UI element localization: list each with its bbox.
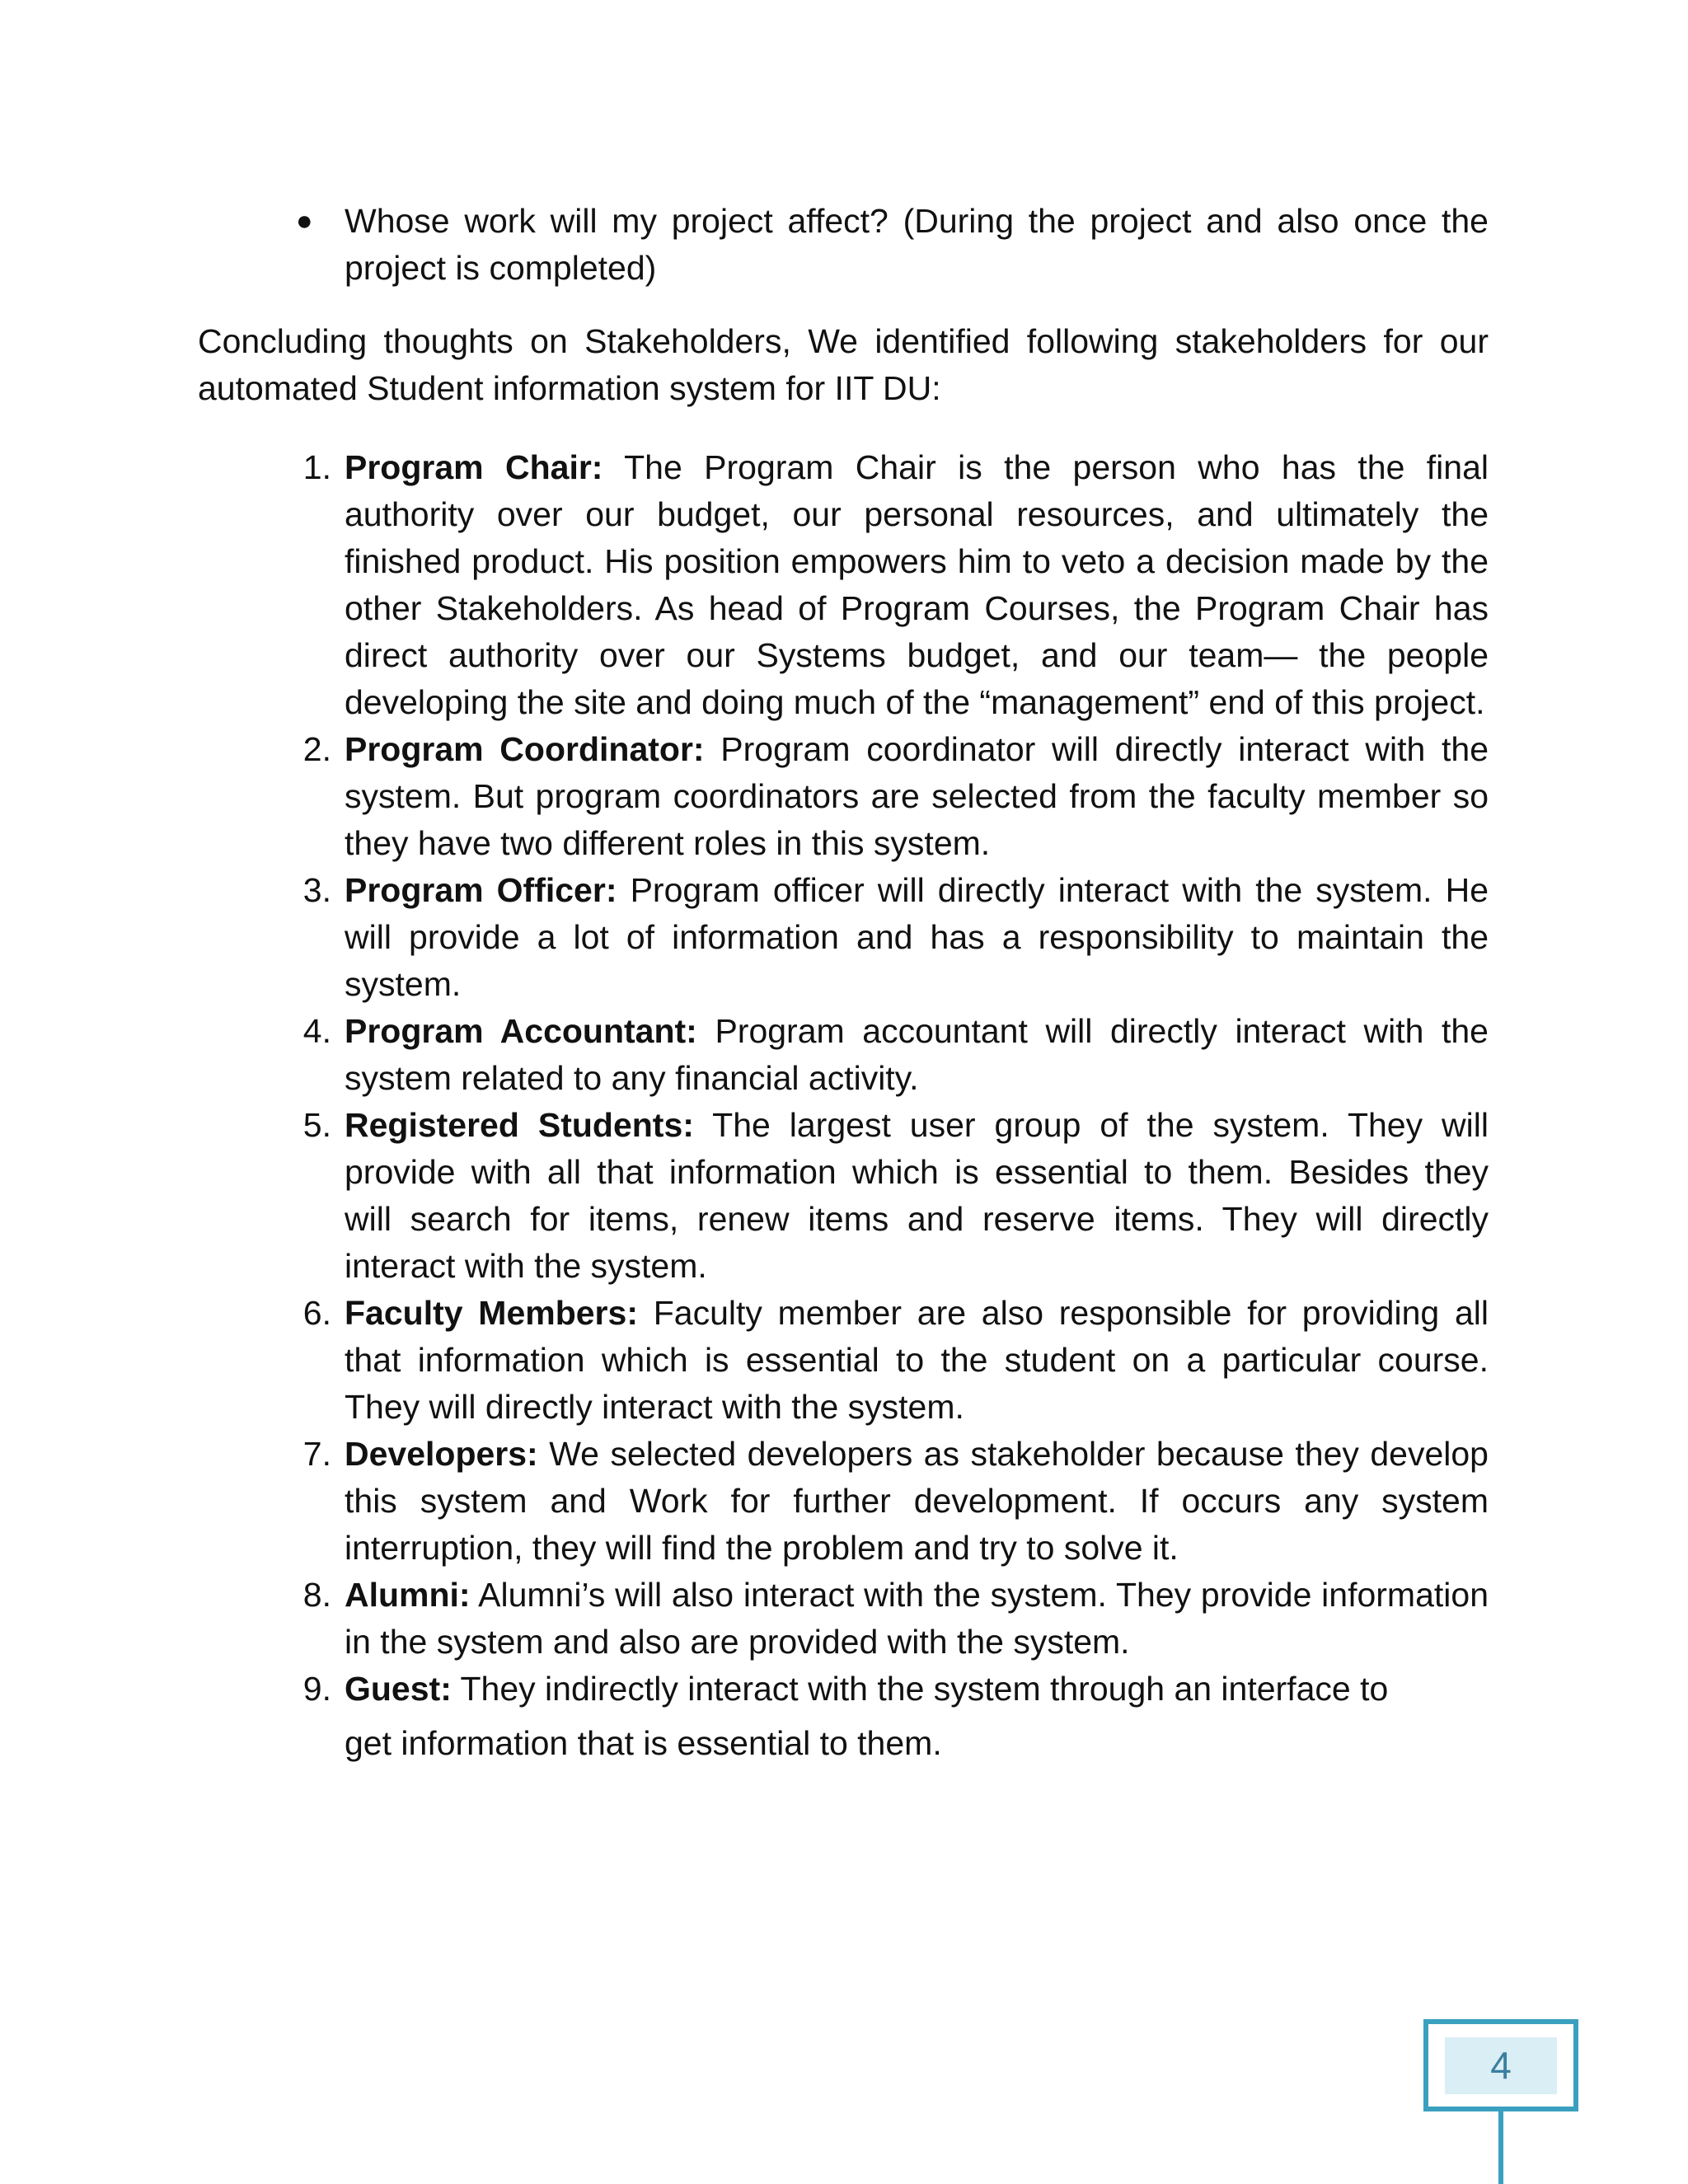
item-text: The largest user group of the system. They will provide with all that information which is essential to them. Besides they will search for items, renew items and reserve items. They will directly interact with the system. <box>345 1106 1526 1285</box>
item-text: They indirectly interact with the system through an interface to <box>460 1670 1389 1708</box>
list-item <box>302 1666 1489 1767</box>
page-content <box>198 198 1526 1767</box>
item-term: Faculty Members: <box>345 1294 638 1332</box>
item-text: Alumni’s will also interact with the system. They provide information in the system and also are provided with the system. <box>345 1576 1489 1661</box>
item-text: Program accountant will directly interact with the system related to any financial activity. <box>345 1012 1489 1097</box>
list-item <box>302 1572 1489 1666</box>
item-number: 7. <box>302 1435 331 1473</box>
stakeholder-list <box>198 444 1526 1767</box>
item-number: 3. <box>302 871 331 909</box>
bullet-dot-icon: ● <box>296 205 313 237</box>
item-term: Developers: <box>345 1435 538 1473</box>
item-text: We selected developers as stakeholder because they develop this system and Work for further development. If occurs any system interruption, they will find the problem and try to solve it. <box>345 1435 1489 1567</box>
item-number: 2. <box>302 730 331 768</box>
list-item <box>302 867 1489 1008</box>
item-text: The Program Chair is the person who has the final authority over our budget, our personal resources, and ultimately the finished product. His position empowers him to veto a decision made by the other Stakeholders. As head of Program Courses, the Program Chair has direct authority over our Systems budget, and our team— the people developing the site and doing much of the “management” end of this project. <box>345 448 1489 721</box>
list-item <box>302 1008 1489 1102</box>
page-number: 4 <box>1445 2037 1557 2094</box>
item-term: Program Coordinator: <box>345 730 705 768</box>
list-item <box>302 1431 1489 1572</box>
item-term: Program Accountant: <box>345 1012 697 1050</box>
page-number-frame <box>1423 2019 1578 2111</box>
item-number: 5. <box>302 1106 331 1144</box>
list-item <box>302 1102 1526 1290</box>
item-number: 6. <box>302 1294 331 1332</box>
item-text: Program officer will directly interact with the system. He will provide a lot of information and has a responsibility to maintain the system. <box>345 871 1489 1003</box>
bullet-text: Whose work will my project affect? (During the project and also once the project is completed) <box>345 202 1489 287</box>
bullet-item <box>296 198 1489 292</box>
item-number: 9. <box>302 1670 331 1708</box>
item-term: Alumni: <box>345 1576 471 1614</box>
page-number-stem <box>1498 2111 1503 2184</box>
bullet-list <box>198 198 1489 292</box>
list-item <box>302 726 1489 867</box>
item-term: Registered Students: <box>345 1106 694 1144</box>
item-number: 4. <box>302 1012 331 1050</box>
item-term: Program Chair: <box>345 448 603 486</box>
list-item <box>302 444 1489 726</box>
list-item <box>302 1290 1489 1431</box>
intro-paragraph: Concluding thoughts on Stakeholders, We identified following stakeholders for our automated Student information system for IIT DU: <box>198 322 1489 407</box>
item-text-continuation: get information that is essential to them. <box>345 1724 942 1762</box>
item-number: 8. <box>302 1576 331 1614</box>
item-text: Program coordinator will directly interact with the system. But program coordinators are selected from the faculty member so they have two different roles in this system. <box>345 730 1489 862</box>
item-text: Faculty member are also responsible for providing all that information which is essential to the student on a particular course. They will directly interact with the system. <box>345 1294 1489 1426</box>
item-number: 1. <box>302 448 331 486</box>
item-term: Guest: <box>345 1670 452 1708</box>
item-term: Program Officer: <box>345 871 617 909</box>
